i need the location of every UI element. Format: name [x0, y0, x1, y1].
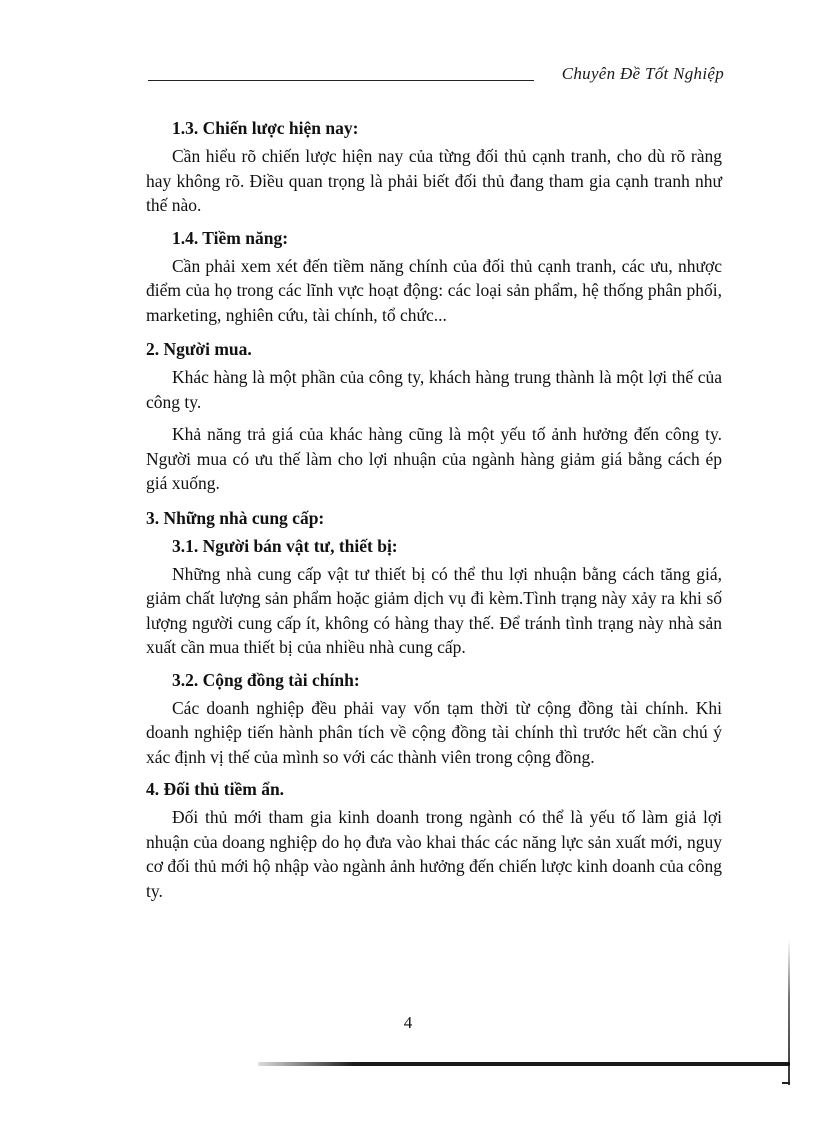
- section-heading-2: 2. Người mua.: [146, 339, 252, 359]
- section-heading-3-2: 3.2. Cộng đồng tài chính:: [172, 669, 360, 690]
- paragraph: Những nhà cung cấp vật tư thiết bị có thể thu lợi nhuận bằng cách tăng giá, giảm chất lượng sản phẩm hoặc giảm dịch vụ đi kèm.Tình trạng này xảy ra khi số lượng người cung cấp ít, không có hàng thay thế. Để tránh tình trạng này nhà sản xuất cần mua thiết bị của nhiều nhà cung cấp.: [146, 563, 722, 657]
- document-body: [146, 116, 722, 911]
- page-edge-hook: [782, 1082, 790, 1084]
- paragraph: Các doanh nghiệp đều phải vay vốn tạm thời từ cộng đồng tài chính. Khi doanh nghiệp tiến hành phân tích về cộng đồng tài chính thì trước hết cần chú ý xác định vị thế của mình so với các thành viên trong cộng đồng.: [146, 697, 722, 767]
- running-header: [148, 58, 724, 86]
- page-edge-mark: [788, 940, 790, 1085]
- section-heading-4: 4. Đối thủ tiềm ẩn.: [146, 779, 285, 799]
- section-heading-3: 3. Những nhà cung cấp:: [146, 507, 325, 528]
- section-heading-1-3: 1.3. Chiến lược hiện nay:: [172, 118, 359, 138]
- paragraph: Đối thủ mới tham gia kinh doanh trong ngành có thể là yếu tố làm giả lợi nhuận của doang nghiệp do họ đưa vào khai thác các năng lực sản xuất mới, nguy cơ đối thủ mới hộ nhập vào ngành ảnh hưởng đến chiến lược kinh doanh của công ty.: [146, 807, 722, 901]
- section-heading-1-4: 1.4. Tiềm năng:: [172, 227, 289, 248]
- footer-rule: [258, 1062, 790, 1066]
- header-title: Chuyên Đề Tốt Nghiệp: [561, 64, 724, 83]
- section-heading-3-1: 3.1. Người bán vật tư, thiết bị:: [172, 535, 398, 556]
- paragraph: Khác hàng là một phần của công ty, khách hàng trung thành là một lợi thế của công ty.: [146, 367, 722, 412]
- paragraph: Cần hiểu rõ chiến lược hiện nay của từng đối thủ cạnh tranh, cho dù rõ ràng hay không rõ. Điều quan trọng là phải biết đối thủ đang tham gia cạnh tranh như thế nào.: [146, 146, 722, 215]
- paragraph: Cần phải xem xét đến tiềm năng chính của đối thủ cạnh tranh, các ưu, nhược điểm của họ trong các lĩnh vực hoạt động: các loại sản phẩm, hệ thống phân phối, marketing, nghiên cứu, tài chính, tổ chức...: [146, 255, 722, 325]
- header-rule: [148, 80, 534, 81]
- paragraph: Khả năng trả giá của khác hàng cũng là một yếu tố ảnh hưởng đến công ty. Người mua có ưu thế làm cho lợi nhuận của ngành hàng giảm giá bằng cách ép giá xuống.: [146, 424, 722, 493]
- page-number: 4: [403, 1013, 413, 1032]
